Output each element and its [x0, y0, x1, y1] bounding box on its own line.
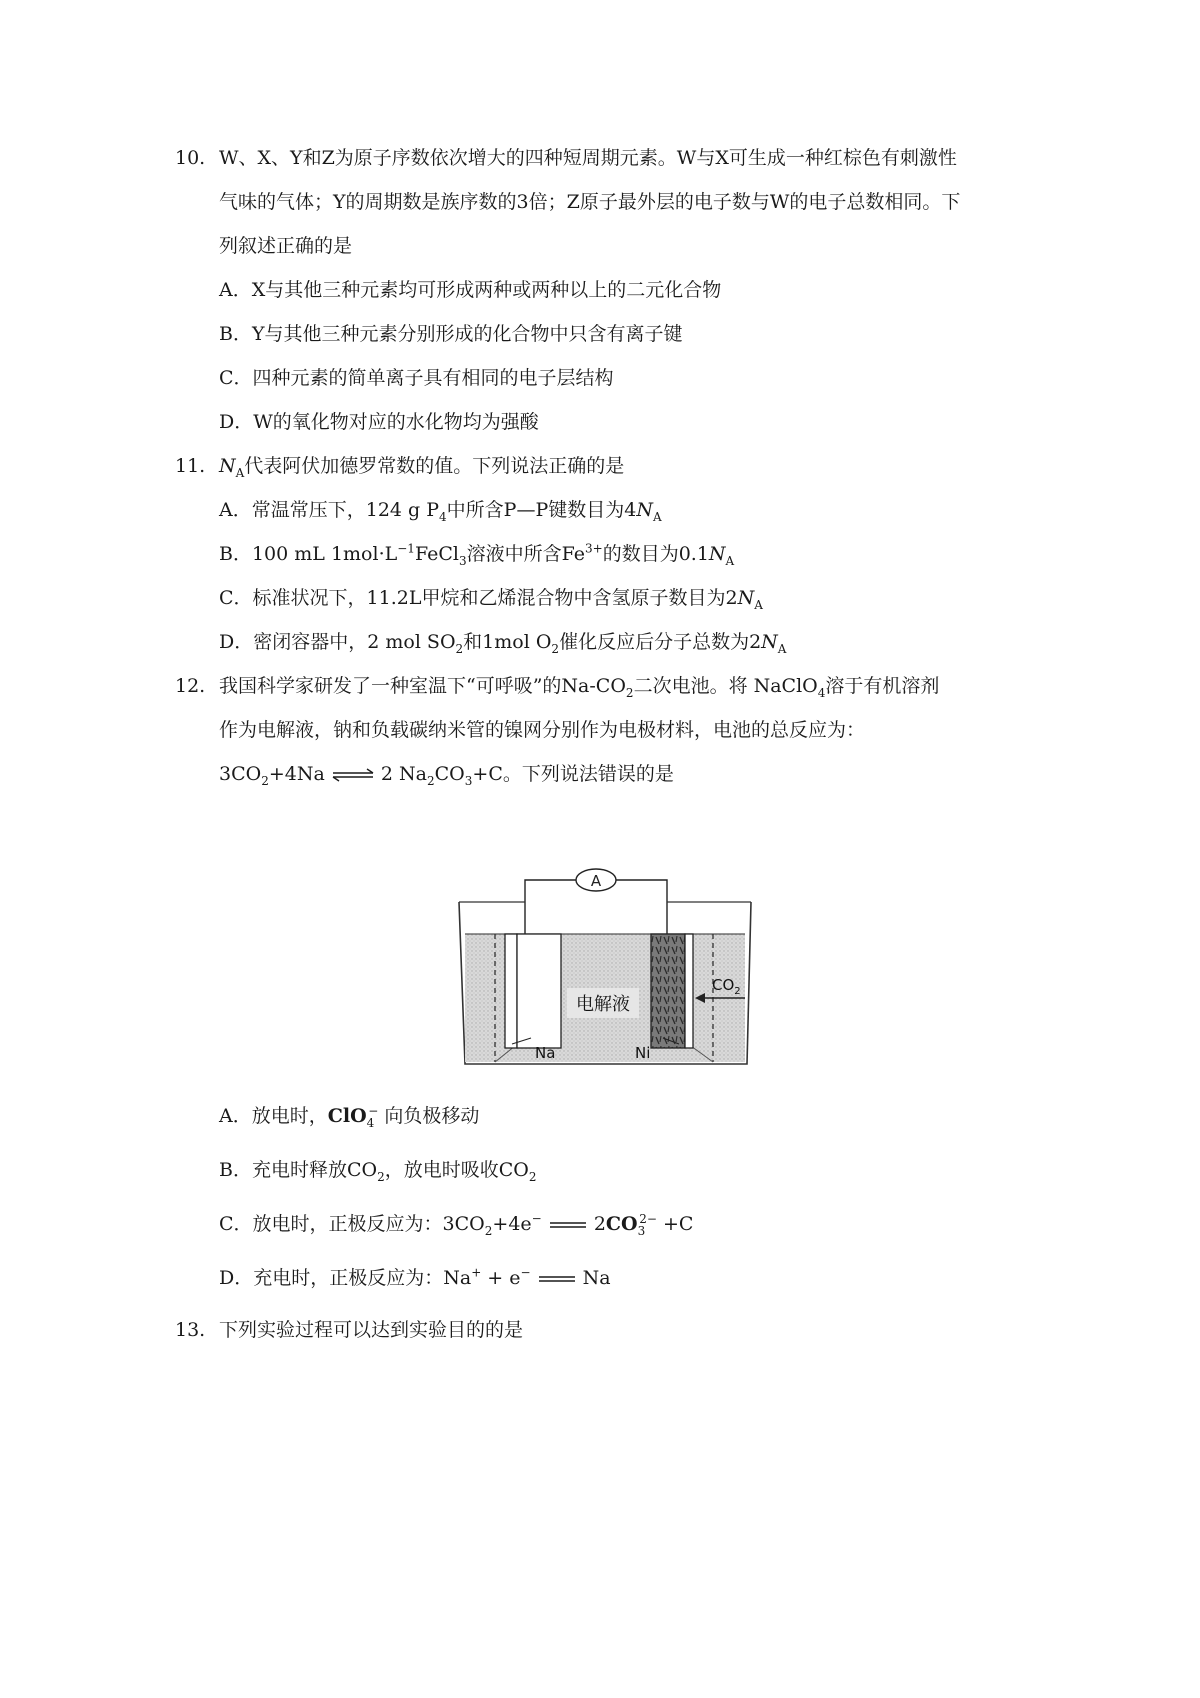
q11-option-c: C．标准状况下，11.2L甲烷和乙烯混合物中含氢原子数目为$2N_A$ — [219, 587, 763, 612]
q12-option-c: C．放电时，正极反应为：$3CO_2+4e^-$ $2CO_3^{2-} +C$ — [219, 1211, 694, 1238]
q12-stem-line1: 12. 我国科学家研发了一种室温下“可呼吸”的$Na-CO_2$二次电池。将 NaClO$_4$溶于有机溶剂 — [175, 675, 940, 700]
q13-number: 13. — [175, 1319, 206, 1341]
co2-label: $CO_2$ — [712, 976, 741, 997]
q13-stem: 13. 下列实验过程可以达到实验目的的是 — [175, 1319, 524, 1341]
q10-option-c: C．四种元素的简单离子具有相同的电子层结构 — [219, 367, 614, 389]
q10-stem-line3: 列叙述正确的是 — [219, 235, 353, 257]
battery-diagram — [455, 866, 753, 1070]
q12-number: 12. — [175, 675, 206, 697]
q10-option-d: D．W的氧化物对应的水化物均为强酸 — [219, 411, 539, 433]
q10-number: 10. — [175, 147, 206, 169]
q10-stem-line1: 10. W、X、Y和Z为原子序数依次增大的四种短周期元素。W与X可生成一种红棕色有刺激性 — [175, 147, 957, 169]
ni-electrode — [651, 934, 685, 1048]
na-electrode — [505, 934, 517, 1048]
q11-option-a: A．常温常压下，124 g $P_4$中所含P—P键数目为$4N_A$ — [219, 499, 662, 524]
q10-option-a: A．X与其他三种元素均可形成两种或两种以上的二元化合物 — [219, 279, 722, 301]
q12-option-b: B．充电时释放$CO_2$，放电时吸收$CO_2$ — [219, 1159, 537, 1184]
q12-option-d: D．充电时，正极反应为：Na+ + e− Na — [219, 1265, 611, 1289]
q11-option-d: D．密闭容器中，2 mol $SO_2$和1mol $O_2$催化反应后分子总数为$2N_A$ — [219, 631, 787, 656]
ammeter-label: A — [590, 872, 602, 890]
reversible-arrow-icon — [331, 768, 375, 782]
q11-option-b: B．100 mL $1mol\cdot L^{-1}FeCl_3$溶液中所含$Fe^{3+}$的数目为$0.1N_A$ — [219, 541, 735, 568]
q10-option-b: B．Y与其他三种元素分别形成的化合物中只含有离子键 — [219, 323, 683, 345]
q11-number: 11. — [175, 455, 206, 477]
q12-stem-line2: 作为电解液，钠和负载碳纳米管的镍网分别作为电极材料，电池的总反应为： — [219, 719, 866, 741]
na-label: Na — [535, 1044, 556, 1062]
q11-stem: 11. $N_A$代表阿伏加德罗常数的值。下列说法正确的是 — [175, 455, 625, 480]
equals-sign-icon — [537, 1274, 577, 1284]
q12-equation: $3CO_2+4Na$ 2 $Na_2CO_3+C$。下列说法错误的是 — [219, 763, 674, 788]
electrolyte-label: 电解液 — [576, 994, 630, 1015]
ni-label: Ni — [635, 1044, 651, 1062]
equals-sign-icon — [548, 1220, 588, 1230]
q10-stem-line2: 气味的气体；Y的周期数是族序数的3倍；Z原子最外层的电子数与W的电子总数相同。下 — [219, 191, 961, 213]
q12-option-a: A．放电时，ClO$_4$− 向负极移动 — [219, 1103, 480, 1130]
